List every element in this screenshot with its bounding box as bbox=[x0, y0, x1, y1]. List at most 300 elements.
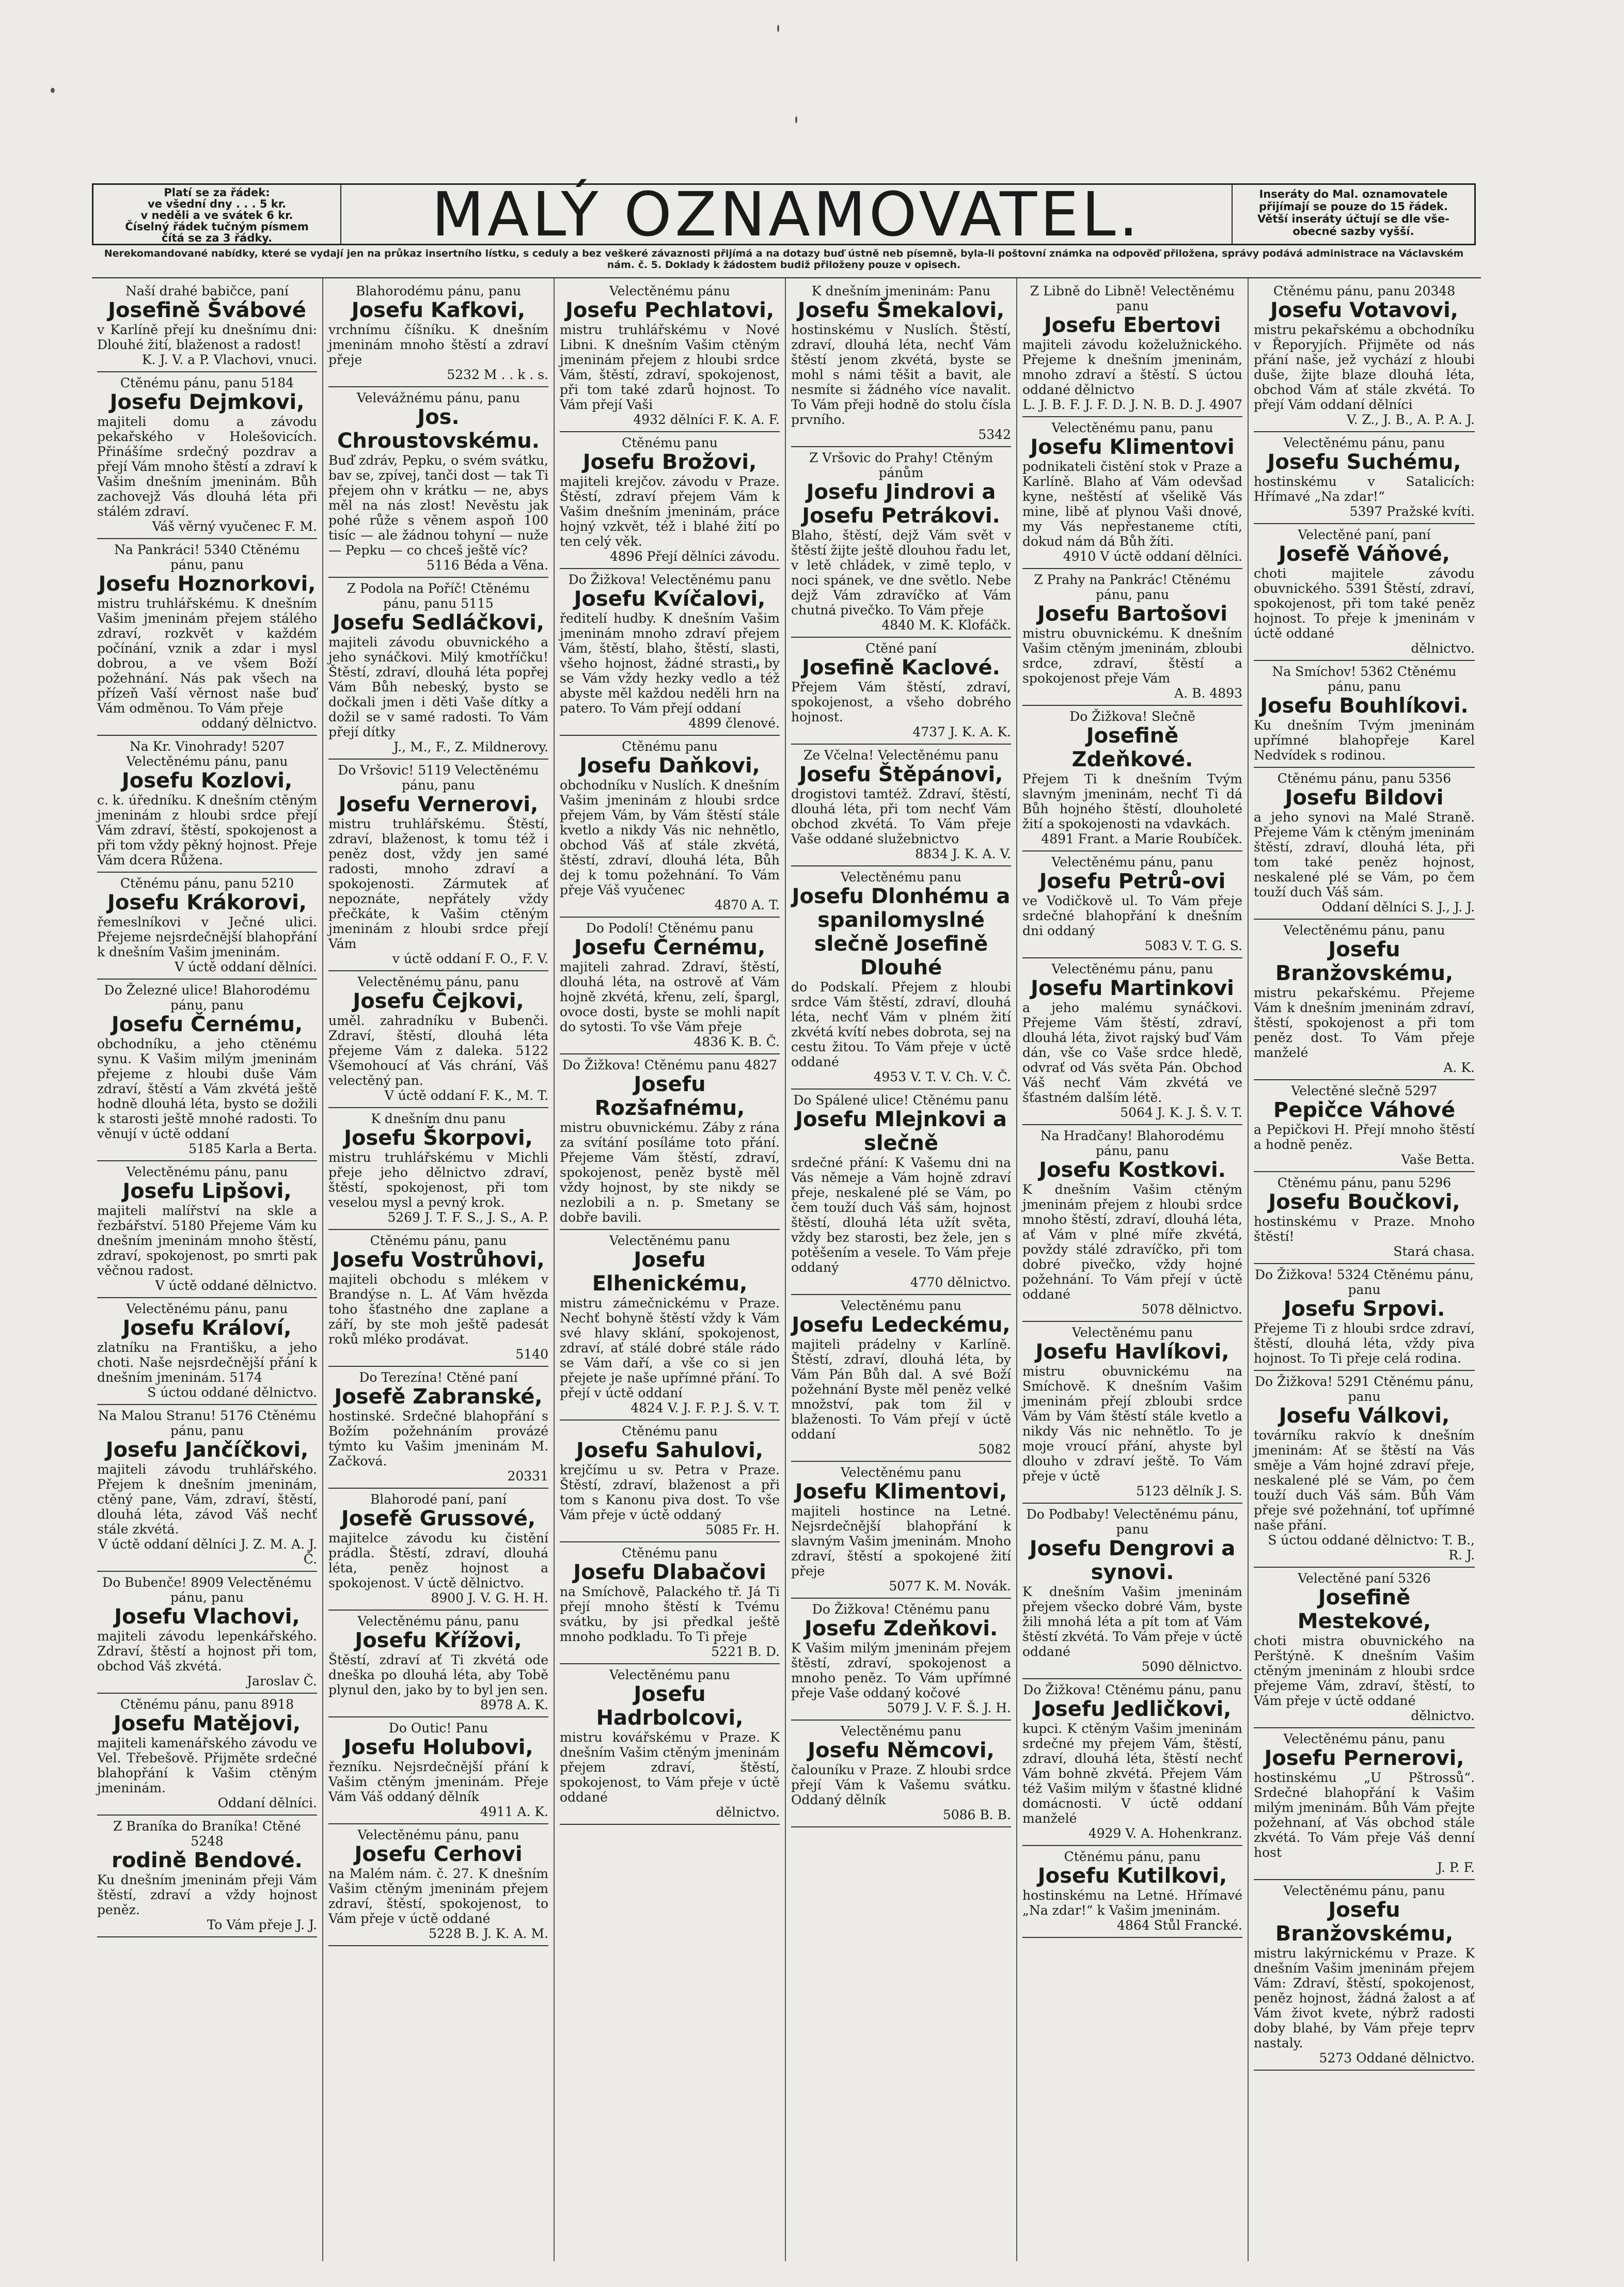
ad-heading: Do Žižkova! Ctěnému pánu, panu bbox=[1023, 1682, 1242, 1697]
pricing-line: v neděli a ve svátek 6 kr. bbox=[140, 209, 293, 222]
ad-body: mistru truhlářskému v Nové Libni. K dnešním Vašim ctěným jmeninám přejem z hloubi srdce Vám, štěstí, zdraví, spokojenost, při tom také zdarů hojnost. To Vám přejí Vaši bbox=[560, 322, 780, 412]
ad-name: Josefu Srpovi. bbox=[1283, 1297, 1445, 1321]
pricing-line: Platí se za řádek: bbox=[164, 186, 270, 199]
ad-body: Přejem Ti k dnešním Tvým slavným jmeninám, nechť Ti dá Bůh hojného štěstí, dlouholeté žití a spokojenosti na vdavkách. bbox=[1022, 771, 1242, 831]
ad-signature: 4824 V. J. F. P. J. Š. V. T. bbox=[630, 1400, 780, 1415]
ad-signature: 4836 K. B. Č. bbox=[693, 1034, 780, 1049]
greeting-ad bbox=[1022, 417, 1242, 569]
ad-signature: 8978 A. K. bbox=[480, 1697, 548, 1712]
terms-line: Větší inseráty účtují se dle vše- bbox=[1257, 213, 1449, 225]
ad-signature: 4770 dělnictvo. bbox=[910, 1275, 1011, 1290]
ad-heading: Ctěnému pánu, panu 5356 bbox=[1277, 771, 1452, 786]
ad-name: Josefu Krákorovi, bbox=[107, 891, 307, 914]
ad-heading: Velectěnému pánu, panu bbox=[1051, 961, 1213, 976]
ad-body: továrníku rakvío k dnešním jmeninám: Ať se štěstí na Vás směje a Vám hojné zdraví přeje, neskalené plé se Vám, po čem touží duch Váš sám. Bůh Vám přeje své požehnání, toť upřímné naše přání. bbox=[1254, 1428, 1475, 1533]
ad-signature: dělnictvo. bbox=[1411, 641, 1475, 656]
greeting-ad bbox=[97, 1694, 317, 1816]
ad-heading: Ctěnému pánu, panu 5210 bbox=[120, 876, 294, 891]
ad-heading: Do Vršovic! 5119 Velectěnému pánu, panu bbox=[338, 763, 539, 793]
greeting-ad bbox=[97, 736, 317, 873]
greeting-ad bbox=[328, 578, 548, 760]
ad-signature: 4932 dělníci F. K. A. F. bbox=[633, 412, 780, 427]
greeting-ad bbox=[1254, 920, 1475, 1080]
ad-name: Josefu Pernerovi, bbox=[1264, 1746, 1464, 1770]
ad-body: majiteli domu a závodu pekařského v Holešovicích. Přinášíme srdečný pozdrav a přejí Vám mnoho štěstí a zdraví k Vašim dnešním jmeninám. Bůh zachovejž Vás dlouhá léta při stálém zdraví. bbox=[97, 414, 317, 519]
ad-name: Josefu Šmekalovi, bbox=[797, 298, 1005, 322]
ad-signature: S úctou oddané dělnictvo. bbox=[147, 1385, 317, 1400]
ad-heading: Ctěnému pánu, panu 8918 bbox=[120, 1697, 294, 1712]
greeting-ad bbox=[1254, 768, 1475, 920]
ad-body: a jeho malému synáčkovi. Přejeme Vám štěstí, zdraví, dlouhá léta, život rajský buď Vám dán, vše co Vaše srdce hledě, odvrať od Vás světa Pán. Obchod Váš nechť Vám zkvétá ve šťastném dalším létě. bbox=[1022, 1000, 1242, 1105]
ad-body: majiteli zahrad. Zdraví, štěstí, dlouhá léta, na ostrově ať Vám hojně zkvétá, křenu, zelí, špargl, ovoce dosti, byste se mohli napít do sytosti. To vše Vám přeje bbox=[560, 959, 780, 1034]
greeting-ad bbox=[791, 447, 1011, 638]
ad-name: Josefu Branžovskému, bbox=[1275, 938, 1454, 985]
ad-heading: Do Železné ulice! Blahorodému pánu, panu bbox=[104, 983, 310, 1013]
ad-heading: Ctěnému pánu, panu 5296 bbox=[1277, 1175, 1452, 1190]
greeting-ad bbox=[1022, 569, 1242, 706]
ad-signature: Jaroslav Č. bbox=[247, 1674, 317, 1689]
ad-heading: Na Malou Stranu! 5176 Ctěnému pánu, panu bbox=[98, 1408, 317, 1438]
ad-name: Josefu Bildovi bbox=[1285, 786, 1444, 810]
ad-signature: A. K. bbox=[1443, 1060, 1475, 1075]
greeting-ad bbox=[560, 280, 780, 432]
greeting-ad bbox=[560, 1542, 780, 1664]
ad-signature: v úctě oddaní F. O., F. V. bbox=[392, 951, 548, 966]
ad-name: Josefu Štěpánovi, bbox=[799, 763, 1003, 786]
greeting-ad bbox=[1254, 1172, 1475, 1264]
ad-name: Josefině Kaclové. bbox=[802, 656, 1000, 680]
ad-body: mistru pekařskému. Přejeme Vám k dnešním jmeninám zdraví, štěstí, spokojenost a při tom peněz dost. To Vám přeje manželé bbox=[1254, 985, 1475, 1060]
ad-name: Josefu Dengrovi a synovi. bbox=[1029, 1537, 1236, 1584]
ad-signature: 5140 bbox=[515, 1347, 548, 1362]
ad-body: majiteli prádelny v Karlíně. Štěstí, zdraví, dlouhá léta, by Vám Pán Bůh dal. A své Boží požehnání Byste měl peněz velké množství, pak tom žil v blaženosti. To Vám přejí v úctě oddaní bbox=[791, 1337, 1011, 1442]
ad-heading: Do Žižkova! 5324 Ctěnému pánu, panu bbox=[1254, 1267, 1474, 1297]
greeting-ad bbox=[97, 1405, 317, 1572]
ad-column-3 bbox=[555, 278, 786, 2261]
ad-name: Josefu Dlabačovi bbox=[573, 1560, 766, 1584]
ad-heading: Velectěnému pánu, panu bbox=[126, 1164, 288, 1179]
ad-name: Josefě Váňové, bbox=[1279, 542, 1450, 566]
greeting-ad bbox=[1254, 1080, 1475, 1172]
ad-signature: 5397 Pražské kvíti. bbox=[1349, 504, 1475, 519]
ad-body: majiteli kamenářského závodu ve Vel. Třebešově. Přijměte srdečné blahopřání k Vašim ctěným jmeninám. bbox=[97, 1736, 317, 1795]
greeting-ad bbox=[791, 1295, 1011, 1462]
greeting-ad bbox=[1022, 280, 1242, 417]
greeting-ad bbox=[1254, 661, 1475, 768]
ad-name: Josefu Kvíčalovi, bbox=[574, 587, 766, 611]
ad-name: Josefu Daňkovi, bbox=[579, 754, 760, 778]
ad-name: Josefu Zdeňkovi. bbox=[804, 1617, 998, 1641]
ad-heading: Velectěnému pánu, panu bbox=[357, 1827, 519, 1842]
ad-body: majiteli krejčov. závodu v Praze. Štěstí, zdraví přejem Vám k Vašim dnešním jmeninám, práce hojný vzkvět, též i blahé žití po ten celý věk. bbox=[560, 474, 780, 549]
ad-body: majiteli obchodu s mlékem v Brandýse n. L. Ať Vám hvězda toho šťastného dne zaplane a září, by ste moh ještě padesát roků mléko prodávat. bbox=[328, 1272, 548, 1347]
ad-name: Josefu Vernerovi, bbox=[338, 793, 539, 816]
ad-body: choti mistra obuvnického na Perštýně. K dnešním Vašim ctěným jmeninám z hloubi srdce přejeme Vám, zdraví, štěstí, to Vám přeje v úctě oddané bbox=[1254, 1633, 1475, 1708]
ad-name: Josefu Holubovi, bbox=[343, 1736, 533, 1759]
ad-body: krejčímu u sv. Petra v Praze. Štěstí, zdraví, blaženost a při tom s Kanonu piva dost. To vše Vám přeje v úctě oddaný bbox=[560, 1462, 780, 1522]
ad-signature: J. P. F. bbox=[1437, 1860, 1475, 1875]
ad-body: c. k. úředníku. K dnešním ctěným jmeninám z hloubi srdce přejí Vám zdraví, štěstí, spokojenost a při tom vždy pěkný hojnost. Přeje Vám dcera Růžena. bbox=[97, 793, 317, 868]
page-speck bbox=[777, 25, 779, 32]
ad-body: obchodníku v Nuslích. K dnešním Vašim jmeninám z hloubi srdce přejem Vám, by Vám štěstí stále kvetlo a nikdy Vás nic nehnětlo, obchod Váš ať stále zkvétá, štěstí, zdraví, dlouhá léta, Bůh dej k tomu požehnání. To Vám přeje Váš vyučenec bbox=[560, 778, 780, 897]
ad-body: hostinské. Srdečné blahopřání s Božím požehnáním provázé týmto ku Vašim jmeninám M. Začková. bbox=[328, 1409, 548, 1469]
ad-heading: Do Žižkova! 5291 Ctěnému pánu, panu bbox=[1254, 1374, 1474, 1404]
ad-name: Josefu Čejkovi, bbox=[353, 989, 524, 1013]
greeting-ad bbox=[328, 1230, 548, 1367]
greeting-ad bbox=[1254, 524, 1475, 661]
ad-heading: Blahorodému pánu, panu bbox=[355, 283, 522, 298]
ad-heading: Z Braníka do Braníka! Ctěné 5248 bbox=[113, 1819, 301, 1849]
ad-signature: V úctě oddané dělnictvo. bbox=[155, 1278, 317, 1293]
ad-heading: Do Žižkova! Velectěnému panu bbox=[568, 572, 771, 587]
greeting-ad bbox=[791, 1721, 1011, 1827]
ad-body: majitelce závodu ku čistění prádla. Štěstí, zdraví, dlouhá léta, peněz hojnost a spokojenost. V úctě dělnictvo. bbox=[328, 1531, 548, 1590]
greeting-ad bbox=[97, 1816, 317, 1937]
ad-signature: V. Z., J. B., A. P. A. J. bbox=[1346, 412, 1475, 427]
ad-heading: Velectěnému pánu, panu bbox=[126, 1301, 288, 1316]
ad-heading: Velectěnému panu bbox=[1072, 1325, 1193, 1340]
ad-signature: 8834 J. K. A. V. bbox=[915, 846, 1011, 861]
ad-heading: K dnešním dnu panu bbox=[371, 1111, 506, 1126]
ad-heading: Naší drahé babičce, paní bbox=[125, 283, 289, 298]
ad-signature: 5090 dělnictvo. bbox=[1141, 1659, 1242, 1674]
ad-signature: K. J. V. a P. Vlachovi, vnuci. bbox=[141, 352, 317, 367]
greeting-ad bbox=[560, 1230, 780, 1421]
ad-name: Josefu Pechlatovi, bbox=[565, 298, 775, 322]
ad-signature: 5077 K. M. Novák. bbox=[889, 1579, 1011, 1594]
ad-name: Josefu Ledeckému, bbox=[792, 1313, 1011, 1337]
ad-heading: Na Kr. Vinohrady! 5207 Velectěnému pánu, panu bbox=[126, 739, 288, 769]
ad-heading: Do Spálené ulice! Ctěnému panu bbox=[793, 1093, 1009, 1108]
ad-body: majiteli malířství na skle a řezbářství. 5180 Přejeme Vám ku dnešním jmeninám mnoho štěstí, zdraví, spokojenost, po smrti pak věčnou radost. bbox=[97, 1203, 317, 1278]
ad-signature: 5342 bbox=[978, 427, 1011, 442]
ad-body: majiteli závodu koželužnického. Přejeme k dnešním jmeninám, mnoho zdraví a štěstí. S úctou oddané dělnictvo bbox=[1022, 337, 1242, 397]
ad-body: Ku dnešním Tvým jmeninám upřímné blahopřeje Karel Nedvídek s rodinou. bbox=[1254, 718, 1475, 763]
pricing-box bbox=[93, 185, 341, 244]
ad-heading: Na Hradčany! Blahorodému pánu, panu bbox=[1040, 1128, 1225, 1158]
greeting-ad bbox=[328, 1824, 548, 1946]
ad-body: mistru truhlářskému v Michli přeje jeho dělnictvo zdraví, štěstí, spokojenost, při tom veselou mysl a pevný krok. bbox=[328, 1150, 548, 1210]
ad-name: Josefině Mestekové, bbox=[1297, 1586, 1431, 1633]
ad-body: Přejem Vám štěstí, zdraví, spokojenost, a všeho dobrého hojnost. bbox=[791, 680, 1011, 724]
ad-heading: Velectěnému pánu, panu bbox=[1283, 923, 1445, 938]
greeting-ad bbox=[328, 1489, 548, 1611]
ad-signature: 4891 Frant. a Marie Roubíček. bbox=[1041, 831, 1242, 846]
ad-name: Josefu Jedličkovi, bbox=[1033, 1697, 1232, 1721]
ad-name: Josefu Černému, bbox=[574, 936, 766, 959]
ad-name: Josefu Bartošovi bbox=[1037, 602, 1227, 626]
ad-heading: Ctěnému pánu, panu bbox=[370, 1233, 507, 1248]
ad-signature: 5269 J. T. F. S., J. S., A. P. bbox=[387, 1210, 548, 1225]
ad-signature: 5086 B. B. bbox=[942, 1807, 1011, 1822]
ad-heading: Ctěnému panu bbox=[622, 739, 718, 754]
ad-signature: 4929 V. A. Hohenkranz. bbox=[1088, 1826, 1242, 1841]
ad-body: Štěstí, zdraví ať Ti zkvétá ode dneška po dlouhá léta, aby Tobě plynul den, jako by to byl jen sen. bbox=[328, 1652, 548, 1697]
ad-body: drogistovi tamtéž. Zdraví, štěstí, dlouhá léta, při tom nechť Vám obchod zkvétá. To Vám přeje Vaše oddané služebnictvo bbox=[791, 786, 1011, 846]
ad-signature: 5078 dělnictvo. bbox=[1141, 1302, 1242, 1317]
ad-heading: Velectěnému pánu, panu bbox=[357, 974, 519, 989]
ad-body: hostinskému v Praze. Mnoho štěstí! bbox=[1254, 1214, 1475, 1244]
ad-body: hostinskému na Letné. Hřímavé „Na zdar!“ k Vašim jmeninám. bbox=[1022, 1888, 1242, 1918]
ad-column-5 bbox=[1017, 278, 1249, 2261]
ad-body: mistru kovářskému v Praze. K dnešním Vašim ctěným jmeninám přejem zdraví, štěstí, spokojenost, to Vám přeje v úctě oddané bbox=[560, 1730, 780, 1805]
ad-signature: Oddaní dělníci. bbox=[217, 1795, 317, 1810]
ad-name: Josefu Elhenickému, bbox=[592, 1248, 748, 1296]
ad-name: Josefu Petrů-ovi bbox=[1039, 870, 1226, 893]
greeting-ad bbox=[791, 1090, 1011, 1295]
ad-body: mistru obuvnickému. Záby z rána za svítání posíláme toto přání. Přejeme Vám štěstí, zdraví, spokojenost, peněz bystě měl vždy hojnost, by ste nikdy se nezlobili a n. p. Smetany se dobře bavili. bbox=[560, 1120, 780, 1225]
greeting-ad bbox=[560, 1664, 780, 1825]
ad-heading: Ctěnému panu bbox=[622, 1545, 718, 1560]
greeting-ad bbox=[560, 918, 780, 1054]
ad-body: a Pepičkovi H. Přejí mnoho štěstí a hodně peněz. bbox=[1254, 1122, 1475, 1152]
ad-signature: 4870 A. T. bbox=[714, 897, 780, 912]
section-title: MALÝ OZNAMOVATEL. bbox=[431, 179, 1142, 250]
ad-name: Josefu Boučkovi, bbox=[1268, 1190, 1460, 1214]
ad-signature: 4899 členové. bbox=[688, 716, 780, 731]
ad-name: Josefině Zdeňkové. bbox=[1071, 724, 1193, 771]
ad-heading: Velectěnému pánu, panu bbox=[1283, 435, 1445, 450]
ad-body: choti majitele závodu obuvnického. 5391 Štěstí, zdraví, spokojenost, při tom také peněz hojnost. To přeje k jmeninám v úctě oddané bbox=[1254, 566, 1475, 641]
ad-name: Josefu Martinkovi bbox=[1031, 976, 1234, 1000]
ad-signature: 4896 Přejí dělníci závodu. bbox=[610, 549, 780, 564]
ad-signature: Váš věrný vyučenec F. M. bbox=[152, 519, 317, 534]
ad-signature: V úctě oddaní dělníci. bbox=[175, 959, 317, 974]
ad-signature: 5273 Oddané dělnictvo. bbox=[1319, 2051, 1475, 2065]
greeting-ad bbox=[791, 1599, 1011, 1721]
ad-body: mistru obuvnickému na Smíchově. K dnešním Vašim jmeninám přejí zbloubi srdce Vám by Vám štěstí stále kvetlo a nikdy Vás nic nehnětlo. To je moje vroucí přání, ahyste byl dlouho v zdraví ještě. To Vám přeje v úctě bbox=[1022, 1364, 1242, 1484]
ad-body: řezníku. Nejsrdečnější přání k Vašim ctěným jmeninám. Přeje Vám Váš oddaný dělník bbox=[328, 1759, 548, 1804]
ad-heading: Na Smíchov! 5362 Ctěnému pánu, panu bbox=[1272, 664, 1457, 694]
ad-body: majiteli závodu obuvnického a jeho synáčkovi. Milý kmotříčku! Štěstí, zdraví, dlouhá léta popřej Vám Bůh nebeský, bysto se dočkali jmen i děti Vaše dítky a dožil se v samé radosti. To Vám přejí dítky bbox=[328, 635, 548, 739]
ad-body: ve Vodičkově ul. To Vám přeje srdečné blahopřání k dnešním dni oddaný bbox=[1022, 893, 1242, 938]
greeting-ad bbox=[1022, 1322, 1242, 1504]
greeting-ad bbox=[97, 1572, 317, 1694]
greeting-ad bbox=[328, 971, 548, 1108]
greeting-ad bbox=[560, 736, 780, 918]
ad-name: Josefu Kutilkovi, bbox=[1037, 1864, 1227, 1888]
ad-name: Josefu Kostkovi. bbox=[1039, 1158, 1226, 1182]
greeting-ad bbox=[328, 760, 548, 971]
ad-name: Josefu Černému, bbox=[111, 1013, 303, 1036]
greeting-ad bbox=[328, 1367, 548, 1489]
ad-heading: Ctěnému panu bbox=[622, 435, 718, 450]
ad-name: Josefu Škorpovi, bbox=[344, 1126, 533, 1150]
ad-body: uměl. zahradníku v Bubenči. Zdraví, štěstí, dlouhá léta přejeme Vám z daleka. 5122 Všemohoucí ať Vás chrání, Váš velectěný pan. bbox=[328, 1013, 548, 1088]
ad-name: Josefu Rozšafnému, bbox=[594, 1072, 745, 1120]
ad-columns bbox=[92, 277, 1481, 2261]
ad-body: K Vašim milým jmeninám přejem štěstí, zdraví, spokojenost a mnoho peněz. To Vám upřímné přeje Vaše oddaný kočové bbox=[791, 1641, 1011, 1700]
ad-name: Josefu Havlíkovi, bbox=[1035, 1340, 1229, 1364]
ad-heading: Do Terezína! Ctěné paní bbox=[359, 1370, 518, 1385]
greeting-ad bbox=[1022, 958, 1242, 1125]
ad-heading: Velectěné slečně 5297 bbox=[1291, 1083, 1438, 1098]
ad-heading: Velectěnému pánu, panu bbox=[1283, 1883, 1445, 1898]
greeting-ad bbox=[791, 1462, 1011, 1599]
pricing-line: Číselný řádek tučným písmem bbox=[125, 220, 309, 233]
ad-body: Ku dnešním jmeninám přeji Vám štěstí, zdraví a vždy hojnost peněz. bbox=[97, 1872, 317, 1917]
ad-signature: 5116 Béda a Věna. bbox=[427, 558, 548, 573]
ad-name: Josefu Mlejnkovi a slečně bbox=[795, 1108, 1007, 1155]
ad-name: Josefu Dejmkovi, bbox=[109, 390, 305, 414]
ad-signature: 4953 V. T. V. Ch. V. Č. bbox=[873, 1069, 1011, 1084]
ad-signature: Oddaní dělníci S. J., J. J. bbox=[1321, 900, 1475, 914]
ad-signature: S úctou oddané dělnictvo: T. B., R. J. bbox=[1268, 1533, 1475, 1563]
greeting-ad bbox=[1022, 1679, 1242, 1846]
ad-body: Přejeme Ti z hloubi srdce zdraví, štěstí, dlouhá léta, vždy piva hojnost. To Ti přeje celá rodina. bbox=[1254, 1321, 1475, 1366]
ad-body: srdečné přání: K Vašemu dni na Vás němeje a Vám hojně zdraví přeje, neskalené plé se Vám, po čem touží duch Váš sám, hojnost štěstí, dlouhá léta užít světa, vždy bez starosti, bez žele, jen s potěšením a vesele. To Vám přeje oddaný bbox=[791, 1155, 1011, 1275]
terms-box bbox=[1232, 185, 1474, 244]
ad-body: vrchnímu číšníku. K dnešním jmeninám mnoho štěstí a zdraví přeje bbox=[328, 322, 548, 367]
ad-signature: 5228 B. J. K. A. M. bbox=[429, 1926, 548, 1941]
greeting-ad bbox=[1254, 432, 1475, 524]
ad-body: mistru truhlářskému. K dnešním Vašim jmeninám přejem stálého zdraví, rozkvět v každém počínání, vznik a zdar i mysl dobrou, a ve všem Boží požehnání. Nás pak všech na přízeň Vaší věrnost naše buď Vám odměnou. To Vám přeje bbox=[97, 596, 317, 716]
ad-signature: oddaný dělnictvo. bbox=[201, 716, 317, 731]
ad-body: obchodníku, a jeho ctěnému synu. K Vašim milým jmeninám přejeme z hloubi duše Vám zdraví, štěstí a Vám zkvétá ještě hodně dlouhá léta, bysto se dožili k starosti ještě mnohé radosti. To věnují v úctě oddaní bbox=[97, 1036, 317, 1141]
ad-signature: dělnictvo. bbox=[716, 1805, 780, 1820]
ad-signature: 8900 J. V. G. H. H. bbox=[431, 1590, 548, 1605]
ad-body: čalouníku v Praze. Z hloubi srdce přejí Vám k Vašemu svátku. Oddaný dělník bbox=[791, 1762, 1011, 1807]
ad-signature: 5085 Fr. H. bbox=[705, 1522, 780, 1537]
ad-name: Josefu Kozlovi, bbox=[121, 769, 293, 793]
ad-name: Josefu Cerhovi bbox=[354, 1842, 523, 1866]
ad-signature: 4737 J. K. A. K. bbox=[912, 724, 1011, 739]
ad-heading: Velectěné paní, paní bbox=[1298, 527, 1431, 542]
greeting-ad bbox=[560, 569, 780, 736]
ad-name: Josefu Bouhlíkovi. bbox=[1260, 694, 1469, 718]
ad-body: mistru lakýrnickému v Praze. K dnešním Vašim jmeninám přejem Vám: Zdraví, štěstí, spokojenost, peněz hojnost, žádná žalost a ať Vám život kvete, nýbrž radosti doby blahé, by Vám přeje teprv nastaly. bbox=[1254, 1946, 1475, 2051]
greeting-ad bbox=[1022, 851, 1242, 958]
pricing-line: ve všední dny . . . 5 kr. bbox=[147, 198, 287, 210]
ad-name: Josefu Matějovi, bbox=[113, 1712, 301, 1736]
ad-name: Josefu Branžovskému, bbox=[1275, 1898, 1454, 1946]
masthead bbox=[92, 179, 1476, 250]
ad-heading: Velectěnému panu bbox=[609, 1233, 730, 1248]
greeting-ad bbox=[97, 873, 317, 980]
ad-name: Josefu Dlonhému a spanilomyslné slečně Josefině Dlouhé bbox=[792, 885, 1011, 980]
newspaper-page bbox=[77, 170, 1478, 2236]
ad-heading: Velectěnému panu, panu bbox=[1051, 420, 1213, 435]
ad-heading: Z Prahy na Pankrác! Ctěnému pánu, panu bbox=[1034, 572, 1231, 602]
greeting-ad bbox=[328, 1717, 548, 1824]
ad-body: Blaho, štěstí, dejž Vám svět v štěstí žijte ještě dlouhou řadu let, v letě chládek, v zimě teplo, v noci spánek, ve dne světlo. Nebe dejž Vám zdravíčko ať Vám chutná pivečko. To Vám přeje bbox=[791, 528, 1011, 618]
greeting-ad bbox=[1022, 706, 1242, 851]
ad-name: Josefu Suchému, bbox=[1267, 450, 1461, 474]
ad-heading: Velectěnému pánu bbox=[609, 283, 730, 298]
ad-body: mistru truhlářskému. Štěstí, zdraví, blaženost, k tomu též i peněz dost, vždy jen samé radosti, mnoho zdraví a spokojenosti. Zármutek ať nepoznáte, nepřátely vždy přečkáte, k Vašim ctěným jmeninám z hloubi srdce přejí Vám bbox=[328, 816, 548, 951]
ad-name: Josefu Brožovi, bbox=[582, 450, 757, 474]
ad-signature: 4840 M. K. Klofáčk. bbox=[881, 618, 1011, 633]
ad-heading: Ctěnému pánu, panu bbox=[1064, 1849, 1201, 1864]
greeting-ad bbox=[1254, 1880, 1475, 2071]
pricing-line: čítá se za 3 řádky. bbox=[161, 232, 273, 244]
ad-name: Josefu Křížovi, bbox=[355, 1629, 522, 1652]
ad-body: K dnešním Vašim jmeninám přejem všecko dobré Vám, byste žili mnohá léta a pít tom ať Vám štěstí zkvétá. To Vám přeje v úctě oddané bbox=[1022, 1584, 1242, 1659]
ad-heading: Do Bubenče! 8909 Velectěnému pánu, panu bbox=[102, 1575, 312, 1605]
ad-heading: Velectěnému panu bbox=[609, 1667, 730, 1682]
ad-heading: Do Podolí! Ctěnému panu bbox=[586, 921, 754, 936]
ad-signature: L. J. B. F. J. F. D. J. N. B. D. J. 4907 bbox=[1022, 397, 1242, 412]
ad-signature: 5064 J. K. J. Š. V. T. bbox=[1120, 1105, 1242, 1120]
greeting-ad bbox=[97, 372, 317, 539]
ad-heading: Velectěnému panu bbox=[841, 1465, 961, 1480]
greeting-ad bbox=[560, 432, 780, 569]
terms-line: Inseráty do Mal. oznamovatele bbox=[1259, 188, 1448, 200]
ad-signature: V úctě oddaní dělníci J. Z. M. A. J. Č. bbox=[98, 1537, 317, 1567]
terms-line: přijímají se pouze do 15 řádek. bbox=[1258, 200, 1448, 213]
ad-body: majiteli závodu truhlářského. Přejem k dnešním jmeninám, ctěný pane, Vám, zdraví, štěstí, dlouhá léta, závod Váš nechť stále zkvétá. bbox=[97, 1462, 317, 1537]
greeting-ad bbox=[560, 1054, 780, 1230]
ad-body: majiteli závodu lepenkářského. Zdraví, štěstí a hojnost při tom, obchod Váš zkvétá. bbox=[97, 1629, 317, 1674]
ad-name: Josefině Švábové bbox=[108, 298, 306, 322]
ad-signature: 20331 bbox=[507, 1469, 548, 1484]
ad-signature: 5083 V. T. G. S. bbox=[1144, 938, 1242, 953]
greeting-ad bbox=[97, 980, 317, 1161]
ad-body: K dnešním Vašim ctěným jmeninám přejem z hloubi srdce mnoho štěstí, zdraví, dlouhá léta, ať Vám v plné míře zkvétá, povždy stálé zdravíčko, při tom dobré pivečko, vždy hojné požehnání. To Vám přejí v úctě oddané bbox=[1022, 1182, 1242, 1302]
ad-body: kupci. K ctěným Vašim jmeninám srdečné my přejem Vám, štěstí, zdraví, dlouhá léta, štěstí nechť Vám bohně zkvétá. Přejem Vám též Vašim milým v šťastné klidné domácnosti. V úctě oddaní manželé bbox=[1022, 1721, 1242, 1826]
greeting-ad bbox=[1254, 280, 1475, 432]
ad-body: na Smíchově, Palackého tř. Já Ti přejí mnoho štěstí k Tvému svátku, by jsi předkal ještě mnoho podkladu. To Ti přeje bbox=[560, 1584, 780, 1644]
greeting-ad bbox=[1254, 1568, 1475, 1728]
ad-body: majiteli hostince na Letné. Nejsrdečnější blahopřání k slavným Vašim jmeninám. Mnoho zdraví, štěstí a spokojené žití přeje bbox=[791, 1504, 1011, 1579]
ad-column-4 bbox=[786, 278, 1017, 2261]
ad-name: Josefu Lipšovi, bbox=[122, 1179, 292, 1203]
ad-signature: 5123 dělník J. S. bbox=[1136, 1484, 1242, 1499]
ad-name: Josefu Ebertovi bbox=[1044, 313, 1221, 337]
ad-body: hostinskému v Satalicích: Hřímavé „Na zdar!“ bbox=[1254, 474, 1475, 504]
ad-heading: Z Libně do Libně! Velectěnému panu bbox=[1030, 283, 1235, 313]
ad-heading: Velectěnému pánu, panu bbox=[1051, 855, 1213, 870]
greeting-ad bbox=[1254, 1264, 1475, 1371]
greeting-ad bbox=[328, 387, 548, 578]
ad-body: na Malém nám. č. 27. K dnešním Vašim ctěným jmeninám přejem zdraví, štěstí, spokojenost, to Vám přeje v úctě oddané bbox=[328, 1866, 548, 1926]
ad-name: Josefu Královí, bbox=[122, 1316, 292, 1340]
ad-name: Josefu Kafkovi, bbox=[351, 298, 526, 322]
greeting-ad bbox=[1022, 1846, 1242, 1938]
ad-heading: Do Žižkova! Slečně bbox=[1069, 709, 1195, 724]
ad-name: Josefu Vostrůhovi, bbox=[332, 1248, 545, 1272]
ad-heading: Velectěnému panu bbox=[841, 1298, 961, 1313]
ad-heading: Blahorodé paní, paní bbox=[370, 1492, 507, 1507]
greeting-ad bbox=[97, 1161, 317, 1298]
ad-body: do Podskalí. Přejem z hloubi srdce Vám štěstí, zdraví, dlouhá léta, nechť Vám v plném žití zkvétá kvítí nebes dobrota, sej na cestu žitou. To Vám přeje v úctě oddané bbox=[791, 980, 1011, 1069]
ad-name: Josefu Němcovi, bbox=[808, 1739, 995, 1762]
ad-heading: Ze Včelna! Velectěnému panu bbox=[803, 748, 999, 763]
ad-heading: Z Podola na Poříč! Ctěnému pánu, panu 5115 bbox=[346, 581, 530, 611]
ad-heading: Ctěnému pánu, panu 20348 bbox=[1273, 283, 1456, 298]
ad-body: v Karlíně přejí ku dnešnímu dni: Dlouhé žití, blaženost a radost! bbox=[97, 322, 317, 352]
greeting-ad bbox=[328, 1108, 548, 1230]
ad-name: Jos. Chroustovskému. bbox=[337, 405, 540, 453]
ad-body: mistru zámečnickému v Praze. Nechť bohyně štěstí vždy k Vám své hlavy sklání, spokojenost, zdraví, ať stálé dobré stále rádo se Vám daří, a vše co si jen přejete je naše upřímné přání. To přejí v úctě oddaní bbox=[560, 1296, 780, 1400]
ad-body: řemeslníkovi v Ječné ulici. Přejeme nejsrdečnější blahopřání k dnešním Vašim jmeninám. bbox=[97, 914, 317, 959]
ad-name: Josefě Grussové, bbox=[341, 1507, 536, 1531]
greeting-ad bbox=[328, 280, 548, 387]
ad-name: Josefu Sahulovi, bbox=[576, 1439, 764, 1462]
terms-line: obecné sazby vyšší. bbox=[1292, 225, 1414, 238]
ad-heading: Velevážnému pánu, panu bbox=[356, 390, 521, 405]
ad-heading: Velectěnému panu bbox=[841, 870, 961, 885]
ad-name: Josefu Jindrovi a Josefu Petrákovi. bbox=[802, 480, 1000, 528]
ad-name: Josefu Sedláčkovi, bbox=[332, 611, 545, 635]
greeting-ad bbox=[1022, 1125, 1242, 1322]
ad-signature: 5185 Karla a Berta. bbox=[188, 1141, 317, 1156]
greeting-ad bbox=[791, 866, 1011, 1090]
ad-heading: Ctěné paní bbox=[865, 641, 937, 656]
ad-body: mistru pekařskému a obchodníku v Řeporyjích. Přijměte od nás přání naše, jež vychází z hloubi duše, žijte blaze dlouhá léta, obchod Vám ať stále zkvétá. To přejí Vám oddaní dělníci bbox=[1254, 322, 1475, 412]
ad-heading: Do Žižkova! Ctěnému panu 4827 bbox=[562, 1058, 778, 1072]
ad-body: podnikateli čistění stok v Praze a Karlíně. Blaho ať Vám odevšad kyne, neštěstí ať všelikě Vás mine, libě ať plynou Vaši dnové, my Vás nepřestaneme ctíti, dokud nám dá Bůh žíti. bbox=[1022, 459, 1242, 549]
